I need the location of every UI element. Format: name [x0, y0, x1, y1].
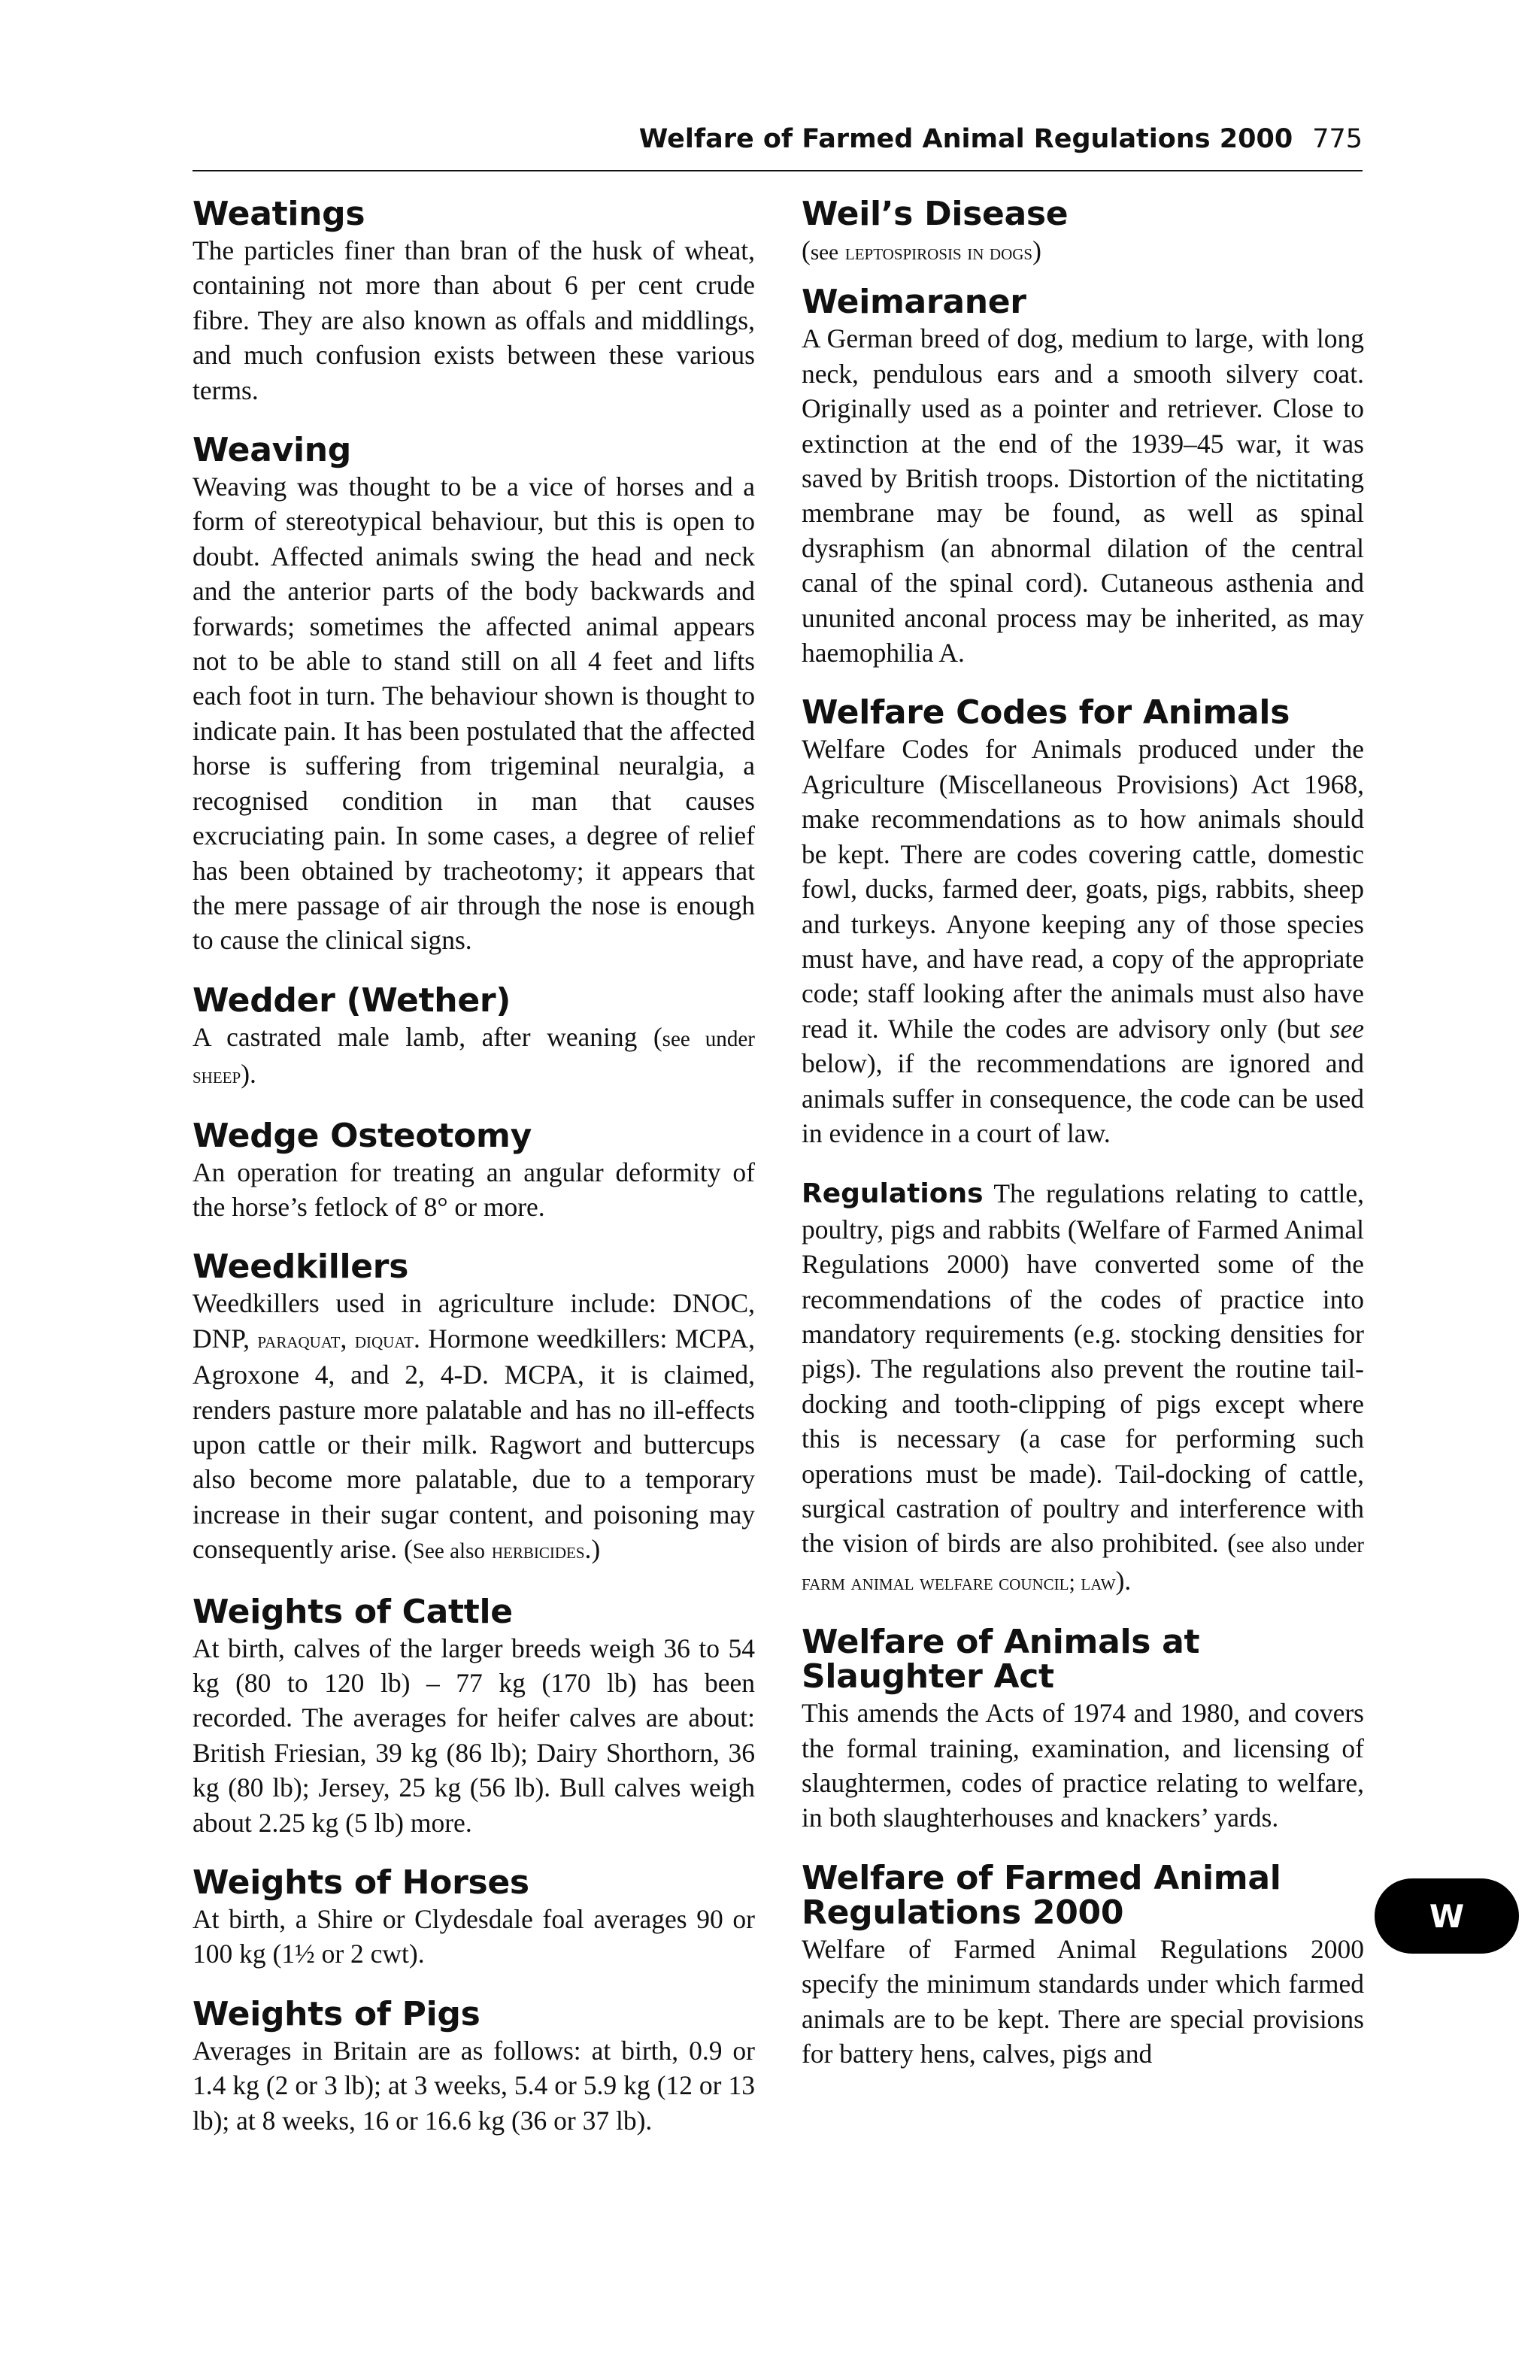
entry-weights-of-pigs	[192, 1994, 755, 2138]
entry-regulations	[802, 1176, 1364, 1599]
entry-weights-of-cattle	[192, 1592, 755, 1840]
entry-body: An operation for treating an angular deformity of the horse’s fetlock of 8° or more.	[192, 1157, 755, 1222]
entry-weedkillers	[192, 1250, 755, 1569]
entry-body: A German breed of dog, medium to large, with long neck, pendulous ears and a smooth silvery coat. Originally used as a pointer and retriever. Close to extinction at the end of the 1939–45 war, it was saved by British troops. Distortion of the nictitating membrane may be found, as well as spinal dysraphism (an abnormal dilation of the central canal of the spinal cord). Cutaneous asthenia and ununited anconal process may be inherited, as may haemophilia A.	[802, 323, 1364, 669]
entry-body: This amends the Acts of 1974 and 1980, and covers the formal training, examination, and licensing of slaughtermen, codes of practice relating to welfare, in both slaughterhouses and knackers’ yards.	[802, 1698, 1364, 1833]
running-head	[192, 124, 1363, 154]
see-note: See also	[412, 1539, 485, 1564]
inline-heading: Regulations	[802, 1178, 984, 1210]
entry-body: At birth, calves of the larger breeds weigh 36 to 54 kg (80 to 120 lb) – 77 kg (170 lb) has been recorded. The averages for heifer calves are about: British Friesian, 39 kg (86 lb); Dairy Shorthorn, 36 kg (80 lb); Jersey, 25 kg (56 lb). Bull calves weigh about 2.25 kg (5 lb) more.	[192, 1633, 755, 1838]
entry-title: Weil’s Disease	[802, 195, 1069, 233]
cross-reference[interactable]: diquat	[354, 1326, 414, 1353]
body-text: Weedkillers used in agriculture include: DNOC, DNP,	[192, 1288, 755, 1354]
right-column	[802, 197, 1364, 2097]
body-text: (	[802, 235, 811, 265]
see-note: see under	[662, 1026, 755, 1051]
entry-body: Averages in Britain are as follows: at birth, 0.9 or 1.4 kg (2 or 3 lb); at 3 weeks, 5.4 or 5.9 kg (12 or 13 lb); at 8 weeks, 16 or 16.6 kg (36 or 37 lb).	[192, 2035, 755, 2136]
entry-wedder	[192, 981, 755, 1093]
cross-reference[interactable]: leptospirosis in dogs	[844, 239, 1033, 265]
entry-title: Weimaraner	[802, 283, 1026, 322]
see-note: see also under	[1235, 1533, 1364, 1558]
entry-title: Weedkillers	[192, 1248, 409, 1287]
body-text: )	[1032, 235, 1041, 265]
entry-body	[802, 732, 1364, 1151]
cross-reference[interactable]: sheep	[192, 1063, 241, 1089]
entry-title: Welfare Codes for Animals	[802, 693, 1290, 732]
entry-body: Welfare of Farmed Animal Regulations 2000 specify the minimum standards under which farmed animals are to be kept. There are special provisions for battery hens, calves, pigs and	[802, 1933, 1364, 2069]
title-line: Slaughter Act	[802, 1657, 1054, 1696]
entry-body: The particles finer than bran of the husk of wheat, containing not more than about 6 per cent crude fibre. They are also known as offals and middlings, and much confusion exists between these various terms.	[192, 235, 755, 405]
cross-reference[interactable]: herbicides	[491, 1538, 585, 1564]
header-rule	[192, 170, 1363, 171]
see-note: see	[810, 241, 838, 265]
entry-title: Weights of Horses	[192, 1863, 529, 1902]
body-text: . Hormone weedkillers: MCPA, Agroxone 4, and 2, 4-D. MCPA, it is claimed, renders pasture more palatable and has no ill-effects upon cattle or their milk. Ragwort and buttercups also become more palatable, due to a temporary increase in their sugar content, and poisoning may consequently arise. (	[192, 1323, 755, 1565]
entry-title: Weights of Cattle	[192, 1592, 513, 1631]
entry-weils-disease	[802, 197, 1364, 270]
entry-weaving	[192, 433, 755, 958]
entry-body	[802, 1176, 1364, 1599]
entry-title	[802, 1858, 1364, 1932]
entry-wedge-osteotomy	[192, 1116, 755, 1225]
entry-body: Weaving was thought to be a vice of horses and a form of stereotypical behaviour, but this is open to doubt. Affected animals swing the head and neck and the anterior parts of the body backwards and forwards; sometimes the affected animal appears not to be able to stand still on all 4 feet and lifts each foot in turn. The behaviour shown is thought to indicate pain. It has been postulated that the affected horse is suffering from trigeminal neuralgia, a recognised condition in man that causes excruciating pain. In some cases, a degree of relief has been obtained by tracheotomy; it appears that the mere passage of air through the nose is enough to cause the clinical signs.	[192, 471, 755, 956]
page-number: 775	[1312, 124, 1363, 154]
body-text: ).	[241, 1059, 256, 1090]
cross-reference[interactable]: farm animal welfare council; law	[802, 1569, 1116, 1595]
entry-title: Weatings	[192, 195, 365, 233]
running-head-title: Welfare of Farmed Animal Regulations 2000	[638, 124, 1293, 154]
entry-welfare-codes	[802, 693, 1364, 1151]
title-line: Regulations 2000	[802, 1893, 1124, 1932]
entry-slaughter-act	[802, 1625, 1364, 1836]
entry-title: Weights of Pigs	[192, 1994, 480, 2033]
title-line: Welfare of Animals at	[802, 1623, 1200, 1662]
thumb-index-tab: W	[1375, 1878, 1519, 1954]
body-text: below), if the recommendations are ignored and animals suffer in consequence, the code can be used in evidence in a court of law.	[802, 1048, 1364, 1148]
entry-weights-of-horses	[192, 1863, 755, 1972]
entry-body: At birth, a Shire or Clydesdale foal averages 90 or 100 kg (1½ or 2 cwt).	[192, 1904, 755, 1969]
entry-title: Wedder (Wether)	[192, 981, 511, 1020]
body-text: .)	[584, 1534, 601, 1565]
left-column	[192, 197, 755, 2163]
entry-weatings	[192, 197, 755, 408]
body-text: The regulations relating to cattle, poultry, pigs and rabbits (Welfare of Farmed Animal Regulations 2000) have converted some of the recommendations of the codes of practice into mandatory requirements (e.g. stocking densities for pigs). The regulations also prevent the routine tail-docking and tooth-clipping of pigs except where this is necessary (a case for performing such operations must be made). Tail-docking of cattle, surgical castration of poultry and interference with the vision of birds are also prohibited. (	[802, 1178, 1364, 1559]
entry-title: Weaving	[192, 431, 351, 470]
entry-weimaraner	[802, 285, 1364, 670]
entry-body	[192, 1020, 755, 1093]
cross-reference[interactable]: paraquat	[257, 1326, 341, 1353]
body-text: Welfare Codes for Animals produced under the Agriculture (Miscellaneous Provisions) Act 1968, make recommendations as to how animals should be kept. There are codes covering cattle, domestic fowl, ducks, farmed deer, goats, pigs, rabbits, sheep and turkeys. Anyone keeping any of those species must have, and have read, a copy of the appropriate code; staff looking after the animals must also have read it. While the codes are advisory only (but	[802, 734, 1364, 1044]
entry-title: Wedge Osteotomy	[192, 1116, 532, 1155]
entry-title	[802, 1625, 1364, 1694]
title-line: Welfare of Farmed Animal	[802, 1858, 1281, 1897]
entry-body	[802, 233, 1364, 270]
see-italic: see	[1329, 1013, 1364, 1044]
entry-body	[192, 1286, 755, 1569]
body-text: ,	[340, 1323, 355, 1354]
entry-farmed-animal-regulations	[802, 1858, 1364, 2072]
body-text: ).	[1115, 1565, 1132, 1596]
body-text: A castrated male lamb, after weaning (	[192, 1021, 662, 1052]
